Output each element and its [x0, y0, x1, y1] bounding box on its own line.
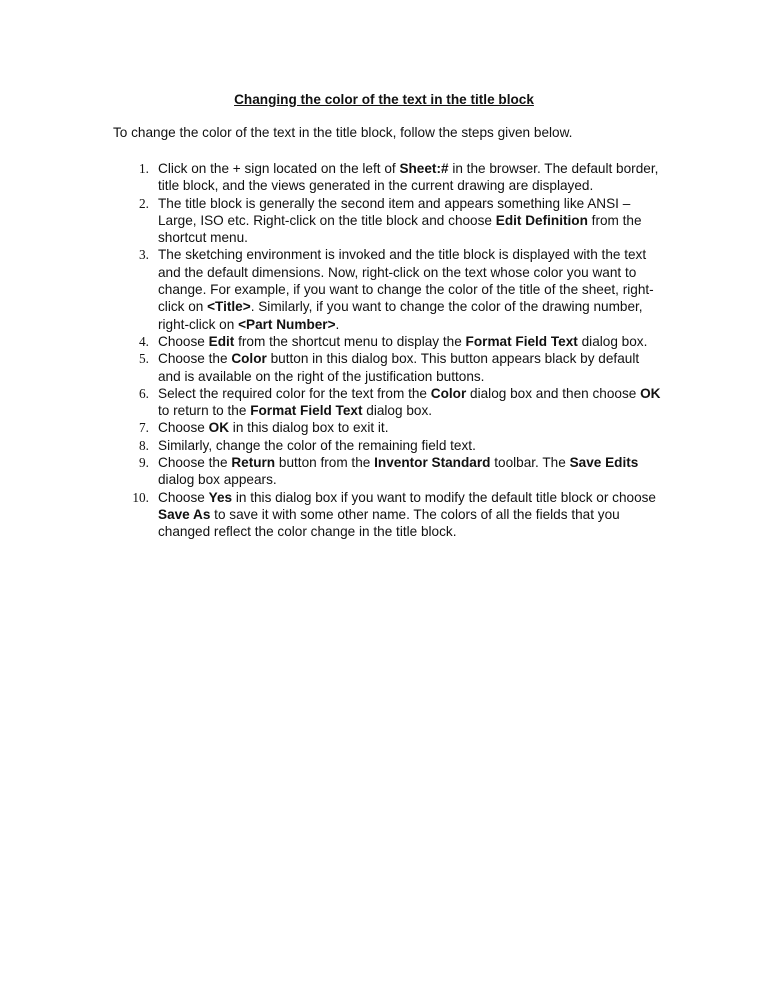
bold-term: Edit	[208, 333, 235, 349]
step-text	[158, 455, 638, 487]
text-run: dialog box appears.	[158, 472, 277, 488]
bold-term: Color	[231, 351, 267, 367]
bold-term: <Title>	[207, 299, 251, 315]
step-text	[158, 438, 476, 453]
bold-term: OK	[208, 420, 230, 436]
step-item	[115, 333, 665, 350]
step-item	[115, 489, 665, 541]
bold-term: Edit Definition	[495, 212, 588, 228]
bold-term: Sheet:#	[399, 161, 449, 176]
text-run: . Similarly, if you want to change the color of the drawing number, right-click on	[158, 299, 643, 332]
bold-term: <Part Number>	[238, 316, 336, 332]
text-run: from the shortcut menu to display the	[234, 333, 466, 349]
intro-paragraph: To change the color of the text in the title block, follow the steps given below.	[113, 125, 573, 140]
bold-term: Save As	[158, 506, 211, 522]
text-run: Similarly, change the color of the remaining field text.	[158, 437, 476, 453]
step-number: 5.	[139, 351, 149, 367]
step-number: 6.	[139, 385, 149, 401]
step-number: 10.	[132, 489, 149, 505]
step-number: 1.	[139, 161, 149, 176]
text-run: Select the required color for the text from the	[158, 385, 431, 401]
text-run: .	[335, 316, 340, 332]
step-text	[158, 161, 658, 193]
step-item	[115, 195, 665, 247]
step-number: 2.	[139, 195, 149, 211]
step-text	[158, 490, 656, 540]
step-item	[115, 419, 665, 436]
step-text	[158, 420, 388, 435]
text-run: Choose the	[158, 455, 232, 471]
step-number: 3.	[139, 247, 149, 263]
text-run: to save it with some other name. The colors of all the fields that you changed reflect the color change in the title block.	[158, 506, 620, 540]
step-number: 4.	[139, 333, 149, 349]
text-run: in the browser. The default border, title block, and the views generated in the current drawing are displayed.	[158, 161, 659, 194]
text-run: Choose	[158, 489, 209, 505]
text-run: button in this dialog box. This button appears black by default and is available on the right of the justification buttons.	[158, 351, 640, 384]
step-item	[115, 160, 665, 195]
text-run: Click on the + sign located on the left of	[158, 161, 400, 176]
bold-term: Return	[231, 455, 276, 471]
step-text	[158, 334, 647, 349]
text-run: dialog box.	[362, 403, 433, 419]
step-item	[115, 454, 665, 489]
text-run: Choose	[158, 420, 209, 436]
bold-term: Save Edits	[569, 455, 639, 471]
bold-term: OK	[640, 385, 661, 401]
step-text	[158, 247, 654, 331]
text-run: The sketching environment is invoked and the title block is displayed with the text and the default dimensions. Now, right-click on the text whose color you want to change. For example, if you want to change the color of the title of the sheet, right-click on	[158, 247, 654, 315]
text-run: Choose the	[158, 351, 232, 367]
step-text	[158, 196, 642, 246]
step-text	[158, 351, 639, 383]
text-run: Choose	[158, 333, 209, 349]
step-item	[115, 437, 665, 454]
step-number: 7.	[139, 420, 149, 436]
text-run: button from the	[275, 455, 375, 471]
steps-list	[115, 160, 665, 541]
text-run: from the shortcut menu.	[158, 212, 642, 246]
bold-term: Format Field Text	[465, 333, 578, 349]
bold-term: Format Field Text	[250, 403, 363, 419]
bold-term: Yes	[208, 489, 233, 505]
bold-term: Color	[430, 385, 467, 401]
text-run: to return to the	[158, 403, 251, 419]
step-item	[115, 246, 665, 332]
step-item	[115, 350, 665, 385]
text-run: in this dialog box to exit it.	[229, 420, 389, 436]
text-run: dialog box and then choose	[466, 385, 641, 401]
step-item	[115, 385, 665, 420]
bold-term: Inventor Standard	[374, 455, 491, 471]
text-run: in this dialog box if you want to modify the default title block or choose	[232, 489, 656, 505]
step-number: 8.	[139, 437, 149, 453]
text-run: toolbar. The	[490, 455, 570, 471]
step-text	[158, 386, 661, 418]
document-title: Changing the color of the text in the title block	[234, 92, 534, 107]
text-run: dialog box.	[577, 333, 648, 349]
step-number: 9.	[139, 455, 149, 471]
text-run: The title block is generally the second item and appears something like ANSI – Large, ISO etc. Right-click on the title block and choose	[158, 195, 631, 228]
